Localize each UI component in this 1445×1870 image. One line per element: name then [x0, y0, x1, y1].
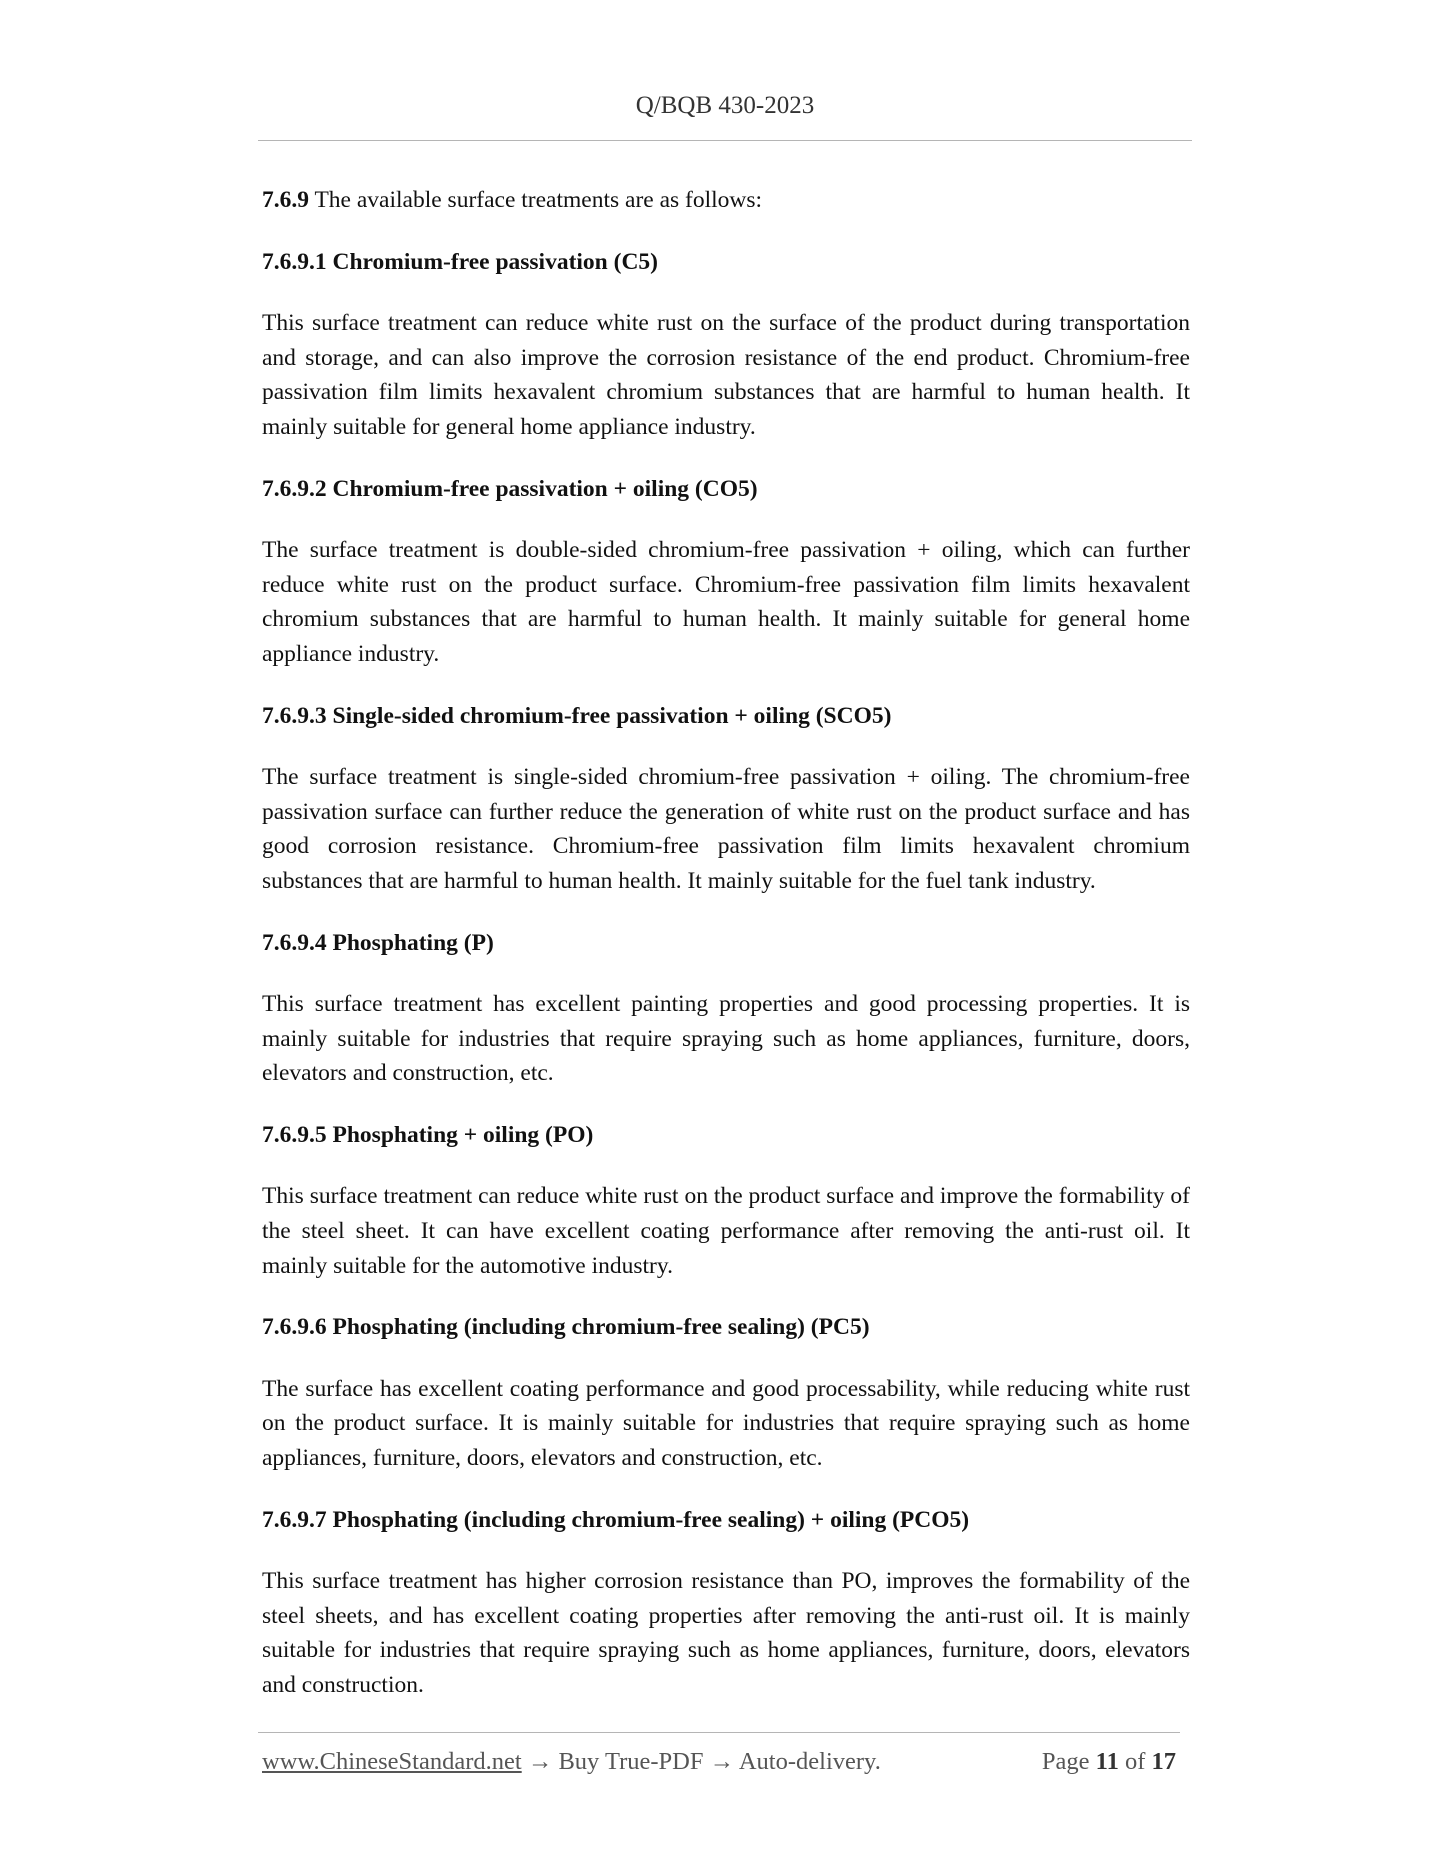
section-heading: 7.6.9.6 Phosphating (including chromium-free sealing) (PC5)	[262, 1314, 870, 1341]
section-body: The surface has excellent coating performance and good processability, while reducing white rust on the product surface. It is mainly suitable for industries that require spraying such as home appliances, furniture, doors, elevators and construction, etc.	[262, 1375, 1190, 1472]
section-body: This surface treatment can reduce white rust on the product surface and improve the formability of the steel sheet. It can have excellent coating performance after removing the anti-rust oil. It mainly suitable for the automotive industry.	[262, 1183, 1190, 1279]
section-heading: 7.6.9.2 Chromium-free passivation + oiling (CO5)	[262, 475, 758, 502]
footer-tagline: → Buy True-PDF → Auto-delivery.	[521, 1748, 881, 1775]
footer-divider	[258, 1732, 1180, 1733]
website-link[interactable]: www.ChineseStandard.net	[262, 1748, 522, 1775]
header-divider	[258, 140, 1192, 141]
section-heading: 7.6.9.4 Phosphating (P)	[262, 929, 494, 956]
section-heading: 7.6.9.5 Phosphating + oiling (PO)	[262, 1121, 594, 1148]
page-header	[258, 92, 1192, 120]
section-body: This surface treatment has excellent painting properties and good processing properties. It is mainly suitable for industries that require spraying such as home appliances, furniture, doors, elevators and construction, etc.	[262, 991, 1190, 1087]
section-heading: 7.6.9.3 Single-sided chromium-free passivation + oiling (SCO5)	[262, 702, 892, 729]
footer-promo	[262, 1748, 881, 1776]
section-heading: 7.6.9.7 Phosphating (including chromium-free sealing) + oiling (PCO5)	[262, 1506, 970, 1533]
document-code: Q/BQB 430-2023	[635, 92, 815, 119]
of-label: of	[1118, 1748, 1152, 1775]
current-page-number: 11	[1095, 1748, 1119, 1775]
intro-paragraph	[262, 183, 1190, 218]
section-body: The surface treatment is single-sided chromium-free passivation + oiling. The chromium-free passivation surface can further reduce the generation of white rust on the product surface and has good corrosion resistance. Chromium-free passivation film limits hexavalent chromium substances that are harmful to human health. It mainly suitable for the fuel tank industry.	[262, 764, 1190, 894]
page-content	[262, 183, 1190, 1730]
page-label: Page	[1041, 1748, 1096, 1775]
section-body: The surface treatment is double-sided chromium-free passivation + oiling, which can further reduce white rust on the product surface. Chromium-free passivation film limits hexavalent chromium substances that are harmful to human health. It mainly suitable for general home appliance industry.	[262, 537, 1190, 667]
intro-text: The available surface treatments are as follows:	[309, 187, 763, 213]
total-page-number: 17	[1151, 1748, 1176, 1775]
section-body: This surface treatment has higher corrosion resistance than PO, improves the formability of the steel sheets, and has excellent coating properties after removing the anti-rust oil. It is mainly suitable for industries that require spraying such as home appliances, furniture, doors, elevators and construction.	[262, 1568, 1190, 1698]
intro-clause-number: 7.6.9	[262, 187, 309, 213]
section-body: This surface treatment can reduce white rust on the surface of the product during transportation and storage, and can also improve the corrosion resistance of the end product. Chromium-free passivation film limits hexavalent chromium substances that are harmful to human health. It mainly suitable for general home appliance industry.	[262, 310, 1190, 440]
section-heading: 7.6.9.1 Chromium-free passivation (C5)	[262, 248, 659, 275]
page-number	[1042, 1748, 1176, 1776]
